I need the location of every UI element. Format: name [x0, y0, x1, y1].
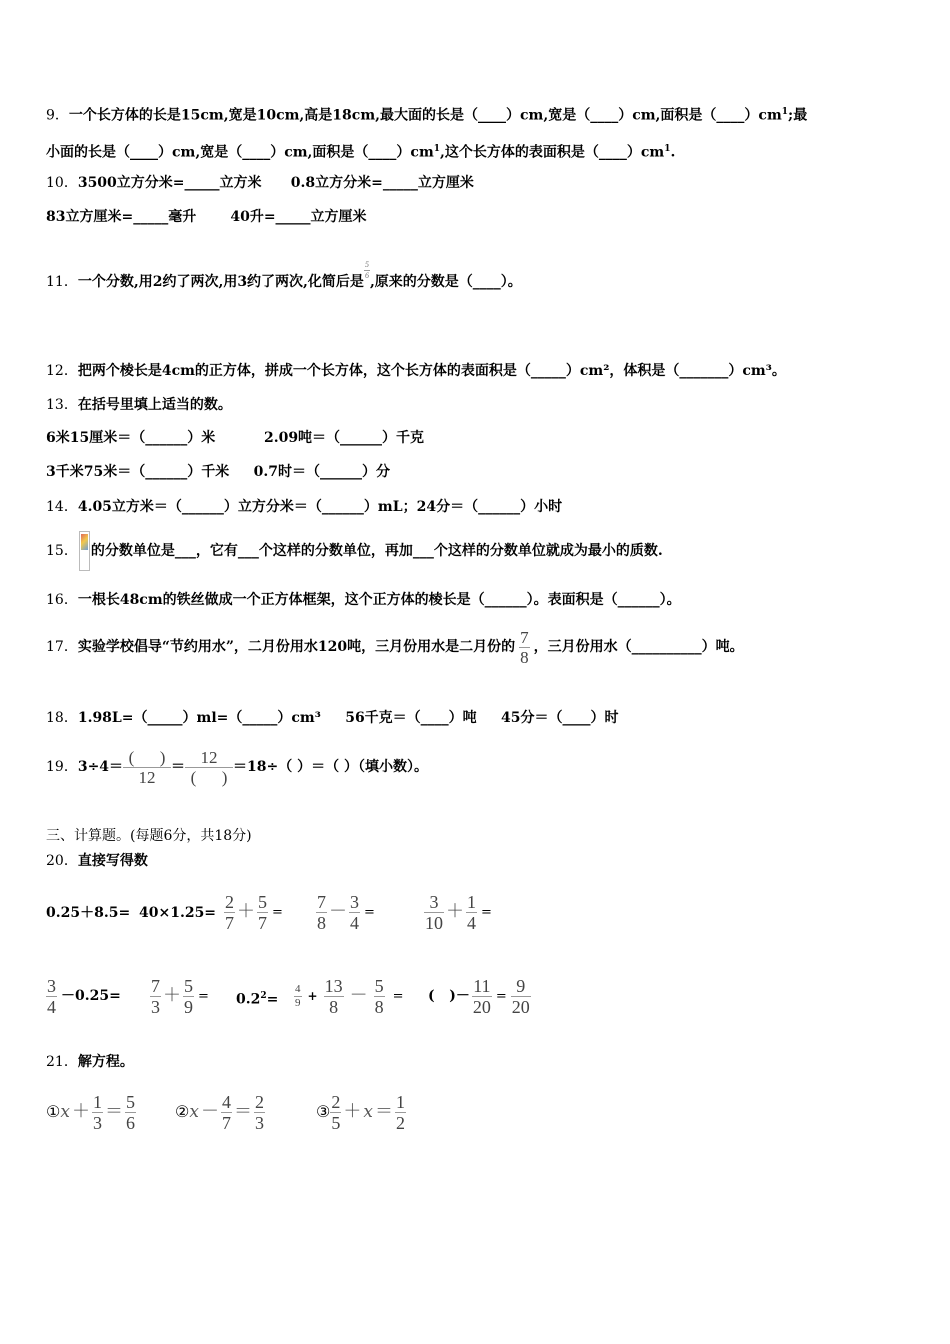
q21-eq1	[46, 1082, 136, 1142]
q9-number: 9．	[46, 107, 69, 124]
q20-r2-c-eq: =	[266, 991, 279, 1008]
q20-r2-b-frac2	[183, 976, 194, 1017]
q20-r2-b	[150, 966, 209, 1026]
q19-f1-den: 12	[138, 767, 156, 787]
q19-f2-den: ( )	[190, 767, 228, 787]
q20-r2-d-frac3	[374, 976, 385, 1017]
q21-e2-n1: 4	[221, 1091, 231, 1112]
q9-line2	[46, 139, 675, 163]
q20-r1-e-d2: 4	[467, 912, 476, 933]
q20-r2-d-op2: －	[349, 985, 368, 1006]
q20-r2-b-eq: =	[198, 989, 209, 1004]
q20-r2-d-frac1	[294, 983, 302, 1010]
q20-r1-c-d2: 7	[258, 912, 267, 933]
q19-eq: ＝	[171, 759, 186, 775]
q21-e1-frac2	[125, 1092, 136, 1133]
q20-r2-e	[428, 966, 531, 1026]
q20-r1-e-n2: 1	[467, 891, 476, 912]
q9-text2: 小面的长是（____）cm,宽是（____）cm,面积是（____）cm	[46, 144, 434, 161]
q20-r1-c-d1: 7	[225, 912, 234, 933]
q20-r1-c-eq: =	[272, 905, 283, 920]
q21-e3-n2: 1	[395, 1091, 405, 1112]
q21-e1-d1: 3	[92, 1112, 102, 1133]
q20-r1-e-op: ＋	[446, 901, 464, 922]
q19-f2-num: 12	[185, 748, 233, 768]
q20-r1-d-n2: 3	[350, 891, 359, 912]
q20-r2-c-exp: 2	[260, 991, 267, 1001]
q20-r1-d	[316, 882, 375, 942]
q20-r1-d-d2: 4	[350, 912, 359, 933]
q14-line	[46, 497, 562, 517]
q21-e3-d2: 2	[395, 1112, 405, 1133]
q15-text: 的分数单位是___，它有___个这样的分数单位，再加___个这样的分数单位就成为最小的质数.	[90, 543, 663, 559]
q10-text2: 83立方厘米=_____毫升 40升=_____立方厘米	[46, 209, 367, 225]
q10-number: 10．	[46, 175, 78, 191]
q17-frac-den: 8	[520, 647, 529, 667]
q20-r1-d-frac1	[316, 892, 327, 933]
q21-e3-frac2	[395, 1092, 406, 1133]
q12-number: 12．	[46, 363, 78, 379]
q21-e2-d2: 3	[254, 1112, 264, 1133]
q21-e2-n2: 2	[254, 1091, 264, 1112]
q20-r2-b-n2: 5	[184, 975, 193, 996]
q16-number: 16．	[46, 592, 78, 608]
q19-f1-num: ( )	[123, 748, 171, 768]
q20-r1-d-eq: =	[364, 905, 375, 920]
q20-title-line	[46, 851, 148, 871]
q10-line1	[46, 173, 474, 193]
q19-fraction2	[185, 748, 233, 787]
q20-r2-c	[236, 966, 278, 1026]
q15-line	[46, 530, 663, 572]
q11-frac-den: 6	[364, 270, 369, 280]
q19-tail: ＝18÷（ ）＝（ ）（填小数）。	[233, 759, 429, 775]
q20-r1-b-text: 40×1.25=	[139, 905, 217, 921]
q11-frac-num: 5	[364, 259, 369, 269]
q19-line	[46, 742, 428, 792]
q20-r2-b-d2: 9	[184, 996, 193, 1017]
section3-title	[46, 826, 252, 846]
q20-r2-d	[294, 966, 403, 1026]
q20-r1-c-op: ＋	[237, 901, 255, 922]
q21-e3-d1: 5	[331, 1112, 341, 1133]
q21-title: 解方程。	[77, 1054, 134, 1070]
q20-r1-e-frac2	[466, 892, 477, 933]
q21-e3-frac1	[330, 1092, 341, 1133]
q17-fraction	[519, 628, 530, 667]
q21-e3-n1: 2	[331, 1091, 341, 1112]
q10-line2	[46, 207, 367, 227]
q20-r2-b-d1: 3	[151, 996, 160, 1017]
q9-line1	[46, 102, 807, 126]
q20-r1-c-n1: 2	[225, 891, 234, 912]
q20-r2-d-frac2	[324, 976, 344, 1017]
q21-e1-frac1	[92, 1092, 103, 1133]
q20-r1-b	[139, 889, 216, 937]
q21-e1-var: x	[60, 1102, 70, 1122]
q20-r2-e-n2: 9	[511, 976, 531, 997]
q13-number: 13．	[46, 397, 78, 413]
q20-r1-e	[424, 882, 492, 942]
q13-title: 在括号里填上适当的数。	[77, 397, 232, 413]
q21-eq3	[316, 1082, 406, 1142]
q11-text-after: ,原来的分数是（____）。	[369, 274, 522, 290]
q21-e3-var: x	[363, 1102, 373, 1122]
q20-r1-c-frac2	[257, 892, 268, 933]
q19-lead: 3÷4＝	[77, 759, 124, 775]
q21-e1-op: ＋	[71, 1101, 90, 1122]
q12-line	[46, 361, 786, 381]
q20-r2-e-eq: =	[495, 989, 507, 1004]
q21-e3-eq: ＝	[374, 1101, 393, 1122]
q16-text: 一根长48cm的铁丝做成一个正方体框架，这个正方体的棱长是（______）。表面积是（______）。	[77, 592, 681, 608]
q21-e2-frac1	[221, 1092, 232, 1133]
q16-line	[46, 590, 681, 610]
q20-r2-d-eq: =	[392, 989, 404, 1004]
q20-r1-d-frac2	[349, 892, 360, 933]
q20-r2-a-n1: 3	[47, 975, 56, 996]
q17-number: 17．	[46, 639, 78, 655]
q20-r2-b-n1: 7	[151, 975, 160, 996]
q20-r2-e-lead: ( )－	[428, 988, 470, 1004]
q21-e2-op: －	[200, 1101, 219, 1122]
q14-text: 4.05立方米＝（______）立方分米＝（______）mL；24分＝（______）小时	[77, 499, 563, 515]
q14-number: 14．	[46, 499, 78, 515]
q20-r2-d-op1: +	[307, 989, 318, 1003]
q17-text-before: 实验学校倡导“节约用水”，二月份用水120吨，三月份用水是二月份的	[77, 639, 516, 655]
q21-e2-mark: ②	[175, 1102, 190, 1121]
q20-r2-e-frac1	[472, 976, 492, 1017]
q20-r2-d-d2: 8	[329, 996, 339, 1017]
q21-e1-eq: ＝	[104, 1101, 123, 1122]
q20-r2-a	[46, 966, 121, 1026]
q21-e1-mark: ①	[46, 1102, 61, 1121]
q20-r1-e-eq: =	[481, 905, 492, 920]
q21-e1-d2: 6	[125, 1112, 135, 1133]
q20-r1-e-frac1	[424, 892, 444, 933]
q9-sup1: 1	[781, 107, 789, 117]
q21-title-line	[46, 1052, 134, 1072]
q20-r1-c-n2: 5	[258, 891, 267, 912]
q9-text2-mid: ,这个长方体的表面积是（____）cm	[440, 144, 665, 161]
q20-r2-a-tail: －0.25=	[61, 988, 121, 1004]
q20-r2-d-d3: 8	[374, 996, 384, 1017]
q21-e1-n1: 1	[92, 1091, 102, 1112]
q9-text1-end: ;最	[788, 107, 808, 124]
q13-title-line	[46, 395, 232, 415]
q20-r1-d-n1: 7	[317, 891, 326, 912]
q20-number: 20．	[46, 853, 78, 869]
q13-text1: 6米15厘米＝（______）米 2.09吨＝（______）千克	[46, 430, 425, 446]
q20-r1-c-frac1	[224, 892, 235, 933]
q9-sup2: 1	[433, 144, 441, 154]
q13-line2	[46, 462, 390, 482]
q11-fraction	[364, 260, 370, 281]
q21-e3-op: ＋	[343, 1101, 362, 1122]
q18-number: 18．	[46, 710, 78, 726]
q18-text: 1.98L=（_____）ml=（_____）cm³ 56千克＝（____）吨 45分＝（____）时	[77, 710, 619, 726]
q20-r2-d-n1: 4	[295, 982, 301, 995]
q21-e2-frac2	[254, 1092, 265, 1133]
q19-fraction1	[123, 748, 171, 787]
q20-r2-d-d1: 9	[295, 996, 301, 1009]
q20-r2-a-d1: 4	[47, 996, 56, 1017]
q17-frac-num: 7	[520, 627, 529, 647]
q20-r1-a	[46, 889, 130, 937]
q11-line	[46, 259, 522, 302]
q20-r1-d-d1: 8	[317, 912, 326, 933]
q21-number: 21．	[46, 1054, 78, 1070]
q20-r2-b-frac1	[150, 976, 161, 1017]
q21-e3-mark: ③	[316, 1102, 331, 1121]
q12-text: 把两个棱长是4cm的正方体，拼成一个长方体，这个长方体的表面积是（_____）cm²，体积是（_______）cm³。	[77, 363, 786, 379]
q20-title: 直接写得数	[77, 853, 148, 869]
q20-r2-a-frac	[46, 976, 57, 1017]
q20-r2-d-n2: 13	[324, 975, 343, 996]
q19-number: 19．	[46, 759, 78, 775]
q21-e1-n2: 5	[125, 1091, 135, 1112]
q20-r2-c-base: 0.2	[236, 991, 261, 1008]
q21-e2-var: x	[189, 1102, 199, 1122]
q17-text-after: ，三月份用水（__________）吨。	[533, 639, 744, 655]
q20-r2-b-op: ＋	[163, 985, 181, 1006]
section3-title-text: 三、计算题。(每题6分，共18分)	[46, 828, 252, 844]
q10-text1: 3500立方分米=_____立方米 0.8立方分米=_____立方厘米	[77, 175, 474, 191]
q18-line	[46, 708, 619, 728]
q20-r2-e-d2: 20	[511, 996, 530, 1017]
q11-text-before: 一个分数,用2约了两次,用3约了两次,化简后是	[77, 274, 364, 290]
q20-r1-e-n1: 3	[424, 892, 444, 913]
q20-r1-c	[224, 882, 283, 942]
q9-text1: 一个长方体的长是15cm,宽是10cm,高是18cm,最大面的长是（____）cm,宽是（____）cm,面积是（____）cm	[68, 107, 782, 124]
q20-r1-d-op: －	[329, 901, 347, 922]
q13-line1	[46, 428, 424, 448]
q20-r2-e-n1: 11	[473, 975, 491, 996]
q21-eq2	[175, 1082, 265, 1142]
q20-r2-d-n3: 5	[374, 975, 384, 996]
q11-number: 11．	[46, 274, 78, 290]
q9-text2-end: .	[670, 144, 676, 161]
q20-r1-e-d1: 10	[425, 912, 443, 933]
q15-number: 15．	[46, 543, 78, 559]
fraction-image-icon	[79, 531, 90, 571]
q20-r1-a-text: 0.25＋8.5=	[46, 905, 131, 921]
q20-r2-e-d1: 20	[472, 996, 491, 1017]
q17-line	[46, 624, 744, 670]
q20-r2-e-frac2	[511, 976, 531, 1017]
q13-text2: 3千米75米＝（______）千米 0.7时＝（______）分	[46, 464, 390, 480]
q21-e2-eq: ＝	[233, 1101, 252, 1122]
q9-sup3: 1	[664, 144, 671, 154]
q21-e2-d1: 7	[221, 1112, 231, 1133]
